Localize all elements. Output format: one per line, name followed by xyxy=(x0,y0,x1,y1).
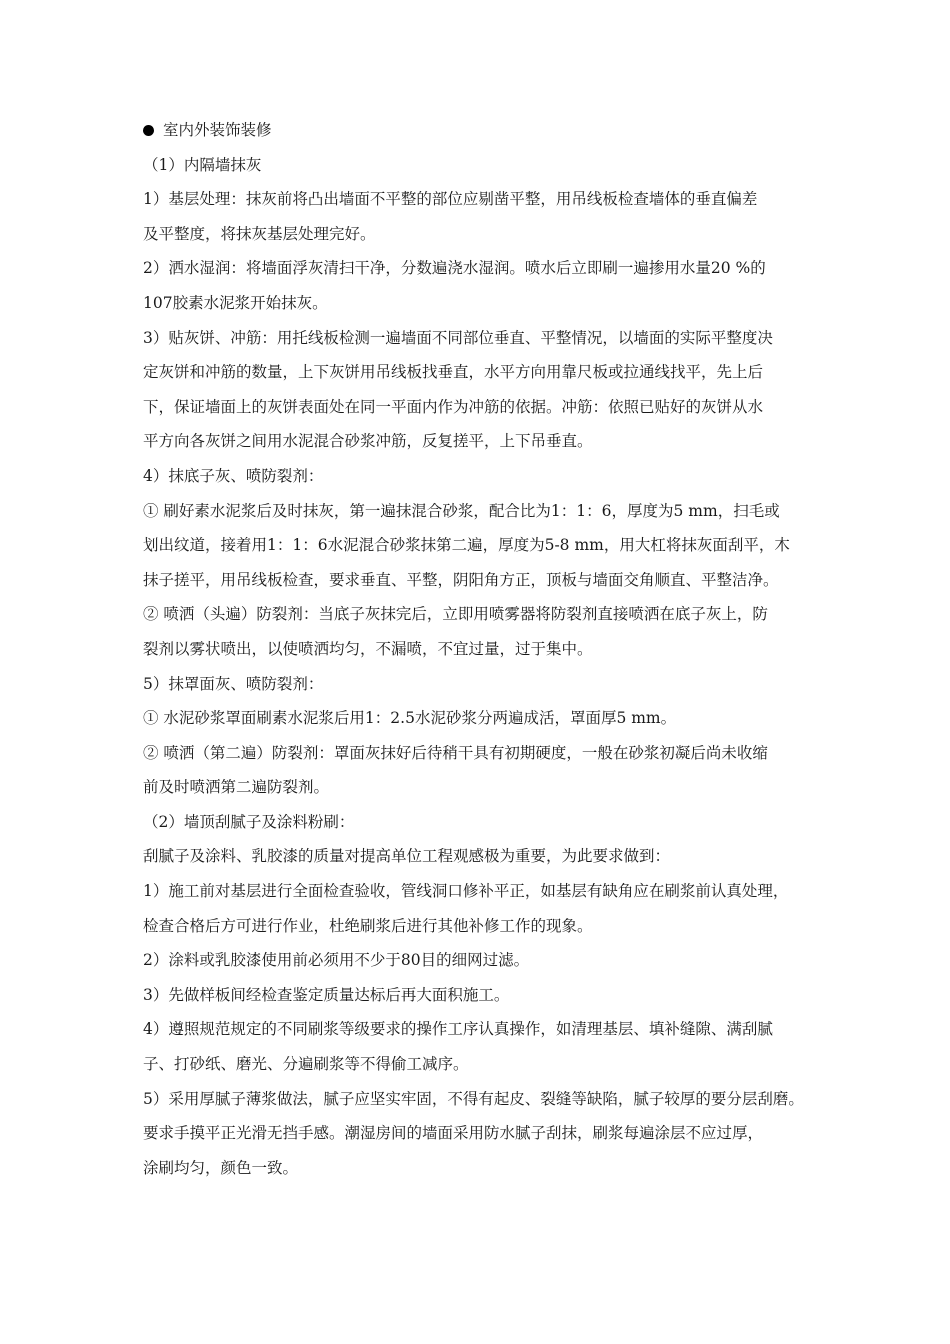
text-line: 裂剂以雾状喷出，以使喷洒均匀，不漏喷，不宜过量，过于集中。 xyxy=(143,639,593,658)
bullet-icon xyxy=(143,125,154,136)
text-line: 3）先做样板间经检查鉴定质量达标后再大面积施工。 xyxy=(143,985,510,1004)
text-line: 2）洒水湿润：将墙面浮灰清扫干净，分数遍浇水湿润。喷水后立即刷一遍掺用水量20 %的 xyxy=(143,259,766,278)
text-line: ② 喷洒（头遍）防裂剂：当底子灰抹完后，立即用喷雾器将防裂剂直接喷洒在底子灰上，防 xyxy=(143,605,768,624)
text-line: 4）抹底子灰、喷防裂剂： xyxy=(143,466,324,485)
text-line: 检查合格后方可进行作业，杜绝刷浆后进行其他补修工作的现象。 xyxy=(143,916,593,935)
text-line: 1）基层处理：抹灰前将凸出墙面不平整的部位应剔凿平整，用吊线板检查墙体的垂直偏差 xyxy=(143,190,758,209)
text-line: 5）抹罩面灰、喷防裂剂： xyxy=(143,674,324,693)
text-line: 子、打砂纸、磨光、分遍刷浆等不得偷工减序。 xyxy=(143,1055,469,1074)
document-body xyxy=(143,113,813,1185)
section-heading-text: 室内外装饰装修 xyxy=(163,121,272,139)
text-line: （1）内隔墙抹灰 xyxy=(143,155,262,174)
text-line: ② 喷洒（第二遍）防裂剂：罩面灰抹好后待稍干具有初期硬度，一般在砂浆初凝后尚未收缩 xyxy=(143,743,768,762)
text-line: 1）施工前对基层进行全面检查验收，管线洞口修补平正，如基层有缺角应在刷浆前认真处理， xyxy=(143,882,789,901)
text-line: 平方向各灰饼之间用水泥混合砂浆冲筋，反复搓平，上下吊垂直。 xyxy=(143,432,593,451)
text-line: 要求手摸平正光滑无挡手感。潮湿房间的墙面采用防水腻子刮抹，刷浆每遍涂层不应过厚， xyxy=(143,1124,764,1143)
section-heading xyxy=(143,113,813,148)
text-line: 107胶素水泥浆开始抹灰。 xyxy=(143,293,328,312)
text-line: 4）遵照规范规定的不同刷浆等级要求的操作工序认真操作，如清理基层、填补缝隙、满刮腻 xyxy=(143,1020,773,1039)
text-line: 及平整度，将抹灰基层处理完好。 xyxy=(143,224,376,243)
text-line: ① 水泥砂浆罩面刷素水泥浆后用1：2.5水泥砂浆分两遍成活，罩面厚5 mm。 xyxy=(143,709,677,728)
text-line: 3）贴灰饼、冲筋：用托线板检测一遍墙面不同部位垂直、平整情况，以墙面的实际平整度决 xyxy=(143,328,773,347)
text-line: 定灰饼和冲筋的数量，上下灰饼用吊线板找垂直，水平方向用靠尺板或拉通线找平，先上后 xyxy=(143,363,764,382)
text-line: 5）采用厚腻子薄浆做法，腻子应坚实牢固，不得有起皮、裂缝等缺陷，腻子较厚的要分层刮磨。 xyxy=(143,1089,804,1108)
text-line: 前及时喷洒第二遍防裂剂。 xyxy=(143,778,330,797)
text-line: 划出纹道，接着用1：1：6水泥混合砂浆抹第二遍，厚度为5-8 mm，用大杠将抹灰面刮平，木 xyxy=(143,536,790,555)
text-line: ① 刷好素水泥浆后及时抹灰，第一遍抹混合砂浆，配合比为1：1：6，厚度为5 mm，扫毛或 xyxy=(143,501,780,520)
text-line: 刮腻子及涂料、乳胶漆的质量对提高单位工程观感极为重要，为此要求做到： xyxy=(143,847,671,866)
text-line: （2）墙顶刮腻子及涂料粉刷： xyxy=(143,812,355,831)
text-line: 抹子搓平，用吊线板检查，要求垂直、平整，阴阳角方正，顶板与墙面交角顺直、平整洁净。 xyxy=(143,570,779,589)
text-line: 2）涂料或乳胶漆使用前必须用不少于80目的细网过滤。 xyxy=(143,951,530,970)
text-line: 下，保证墙面上的灰饼表面处在同一平面内作为冲筋的依据。冲筋：依照已贴好的灰饼从水 xyxy=(143,397,764,416)
text-line: 涂刷均匀，颜色一致。 xyxy=(143,1158,299,1177)
